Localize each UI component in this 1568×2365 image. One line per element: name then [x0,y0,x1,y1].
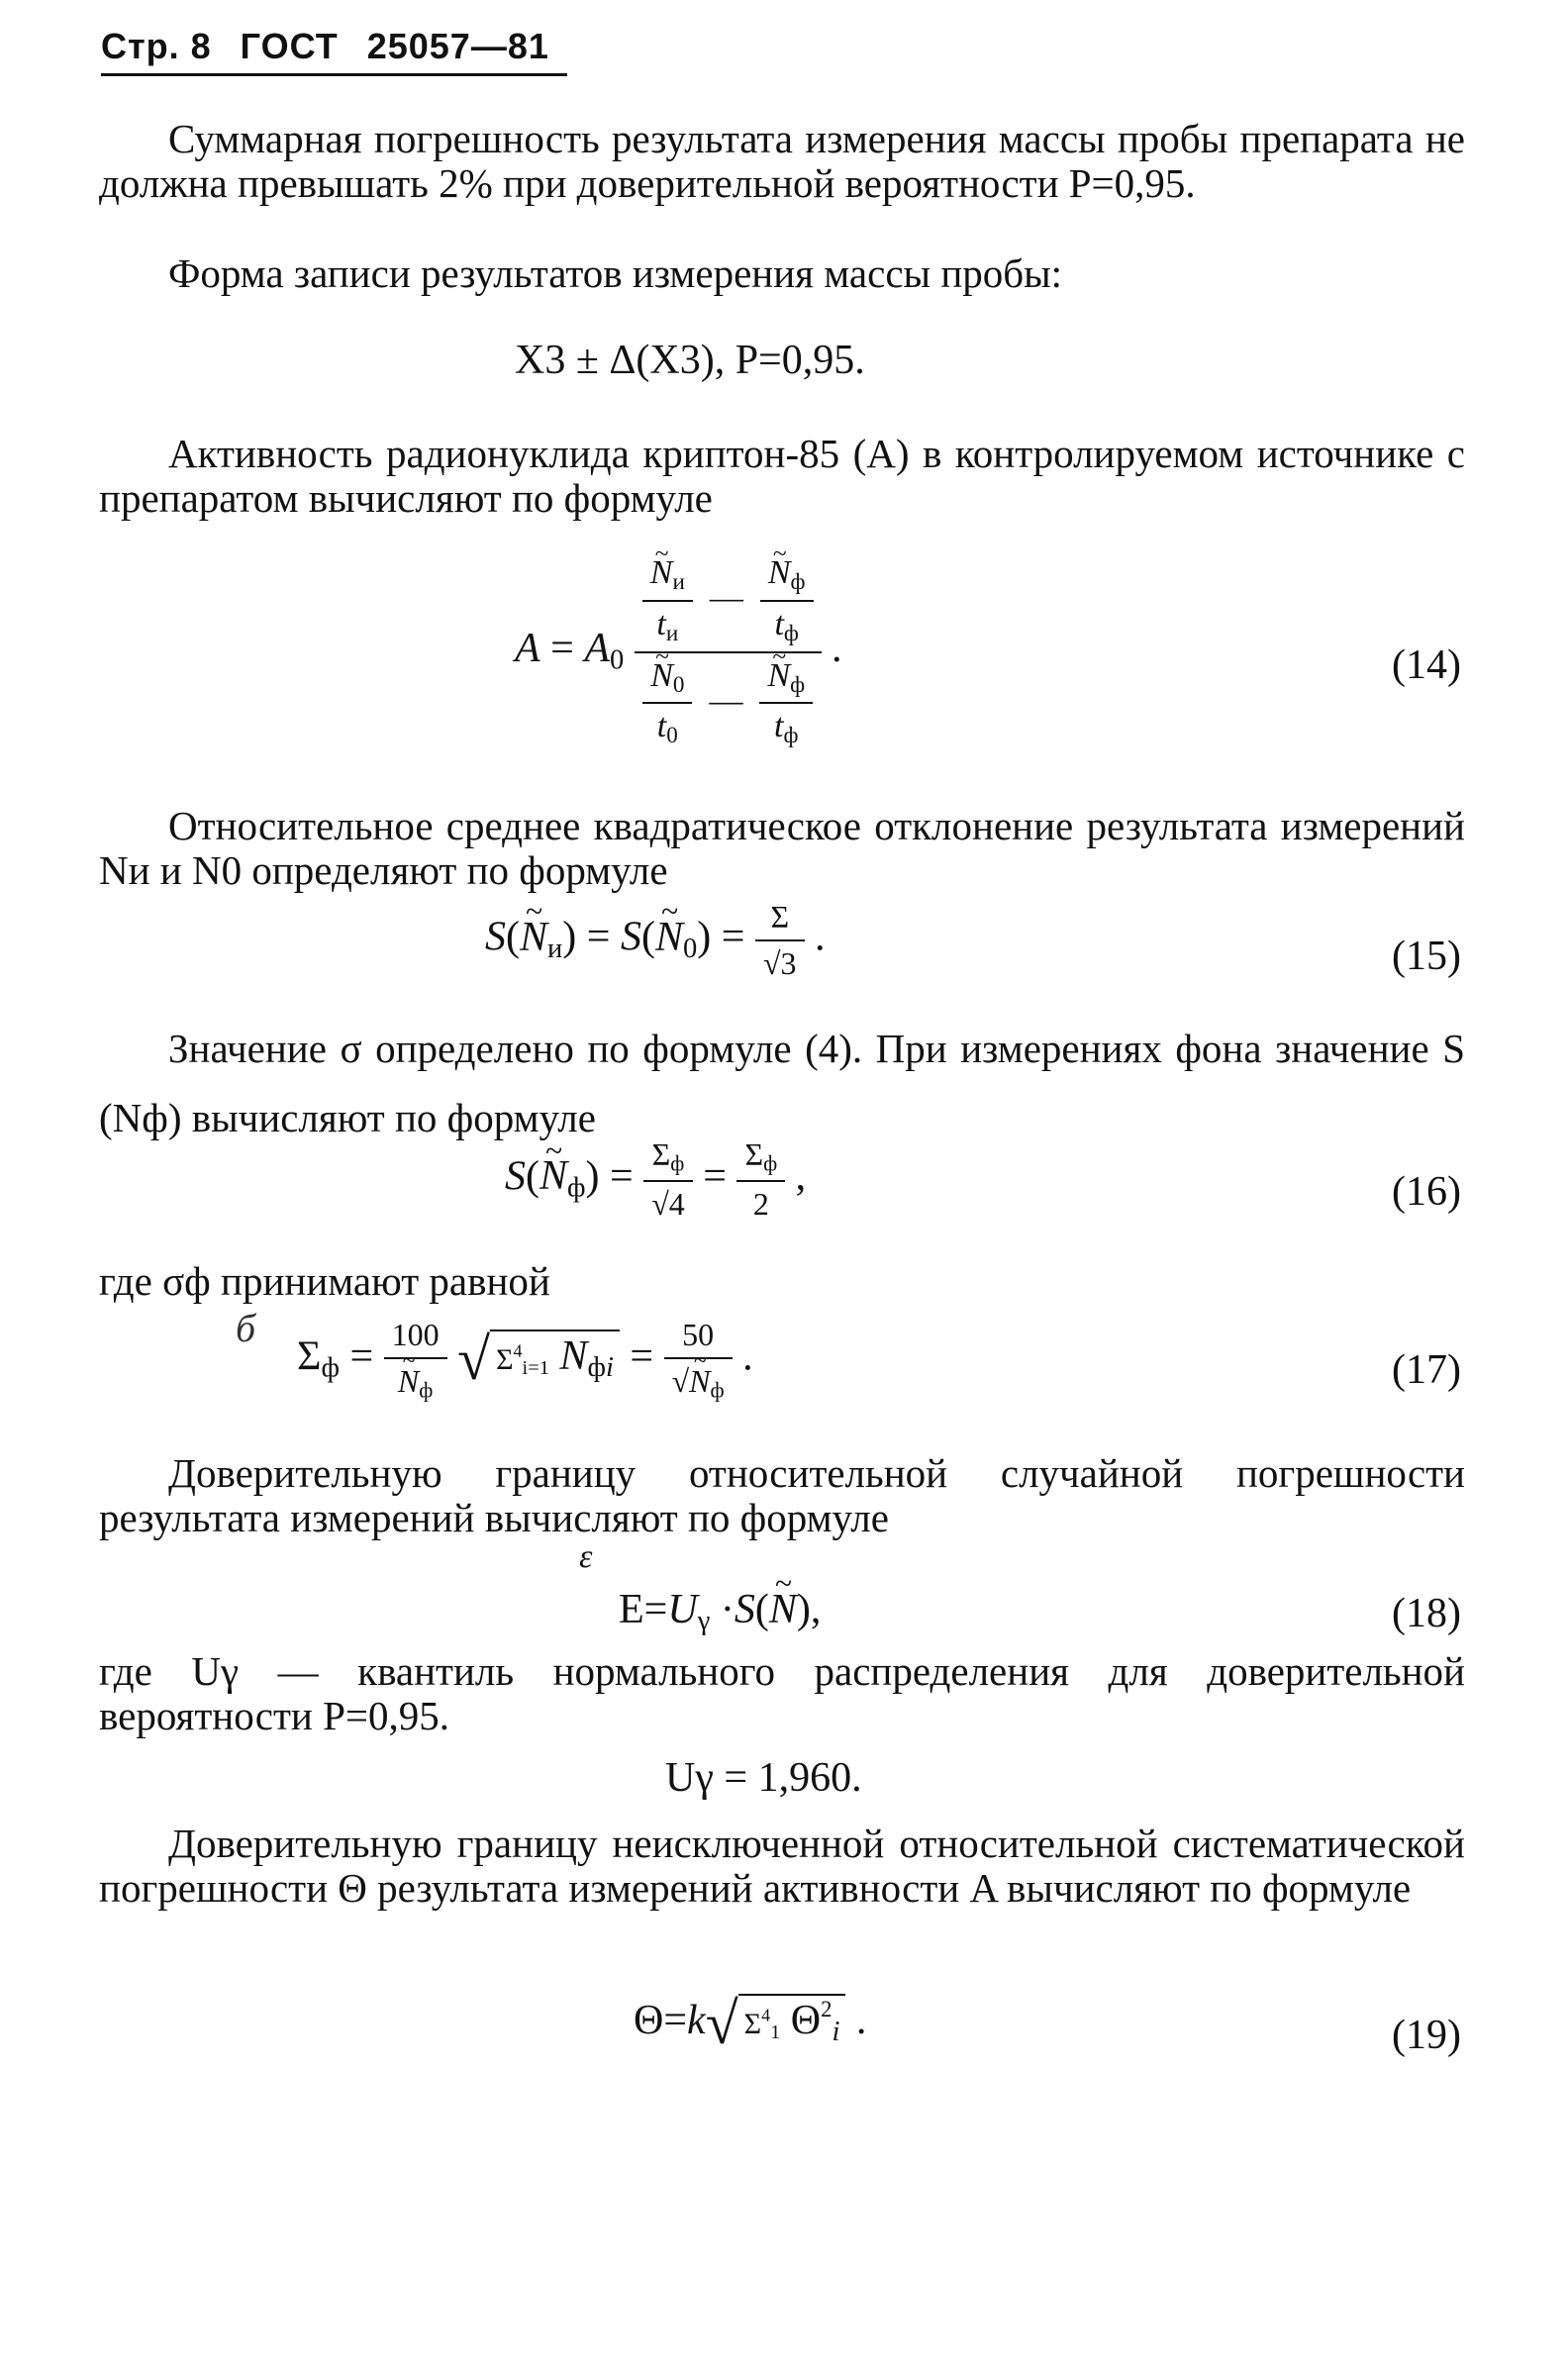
paragraph-total-error: Суммарная погрешность результата измерения массы пробы препарата не должна превышать 2% при доверительной вероятности P=0,95. [99,116,1465,206]
formula-record: X3 ± Δ(X3), P=0,95. [515,338,865,383]
equation-number-15: (15) [1392,934,1461,979]
paragraph-sigma-f: где σф принимают равной [99,1258,550,1304]
sqrt-sign-icon: √ [457,1327,491,1393]
paragraph-record-form: Форма записи результатов измерения массы пробы: [168,250,1063,296]
equation-number-18: (18) [1392,1591,1461,1636]
handwritten-mark-b: б [236,1306,256,1350]
sqrt-sign-icon: √ [705,1991,738,2056]
page-number: Стр. 8 [101,26,212,66]
formula-16: S(~ $N_ф$) = $\frac{\Sigma_ф}{√4}$ = $\frac{\Sigma_ф}{2}$ , [505,1136,806,1223]
formula-19: Θ=k√ $\Sigma^4_1$ $\Theta^2_i$ . [634,1991,867,2056]
equation-number-17: (17) [1392,1347,1461,1393]
equation-number-19: (19) [1392,2013,1461,2058]
paragraph-quantile: где Uγ — квантиль нормального распределения для доверительной вероятности P=0,95. [99,1648,1465,1738]
handwritten-mark-epsilon: ε [579,1538,593,1575]
paragraph-random-error: Доверительную границу относительной случайной погрешности результата измерений вычисляют по формуле [99,1450,1465,1540]
paragraph-sigma: Значение σ определено по формуле (4). При измерениях фона значение S (Nф) вычисляют по формуле [99,1026,1465,1140]
formula-17: $\Sigma_ф$ = 100 ~ $N_ф$ √ $\Sigma^4_{i=1}$ $N_{фi}$ = $\frac{50}{√\sim N_ф}$ . [297,1317,753,1403]
formula-uy-value: Uγ = 1,960. [665,1755,862,1801]
standard-code: 25057—81 [366,26,549,66]
formula-14: $A = A_0$ ~ $\frac{N_и}{t_и}$ — ~ $\frac{N_ф}{t_ф}$ ~ $\frac{N_0}{t_0}$ — ~ $\frac{N_ф}{t_ф}$ . [515,554,842,749]
paragraph-activity: Активность радионуклида криптон-85 (A) в контролируемом источнике с препаратом вычисляют по формуле [99,431,1465,521]
paragraph-systematic-error: Доверительную границу неисключенной относительной систематической погрешности Θ результата измерений активности A вычисляют по формуле [99,1821,1465,1911]
formula-18: $E=U_\gamma$ ·S(~ N), [619,1586,821,1637]
equation-number-14: (14) [1392,642,1461,688]
page-header [101,26,567,76]
equation-number-16: (16) [1392,1169,1461,1215]
paragraph-relative-deviation: Относительное среднее квадратическое отклонение результата измерений Nи и N0 определяют по формуле [99,803,1465,893]
standard-name: ГОСТ [240,26,339,66]
formula-15: S(~ $N_и$) = S(~ $N_0$) = $\frac{\Sigma}{√3}$ . [485,899,826,982]
